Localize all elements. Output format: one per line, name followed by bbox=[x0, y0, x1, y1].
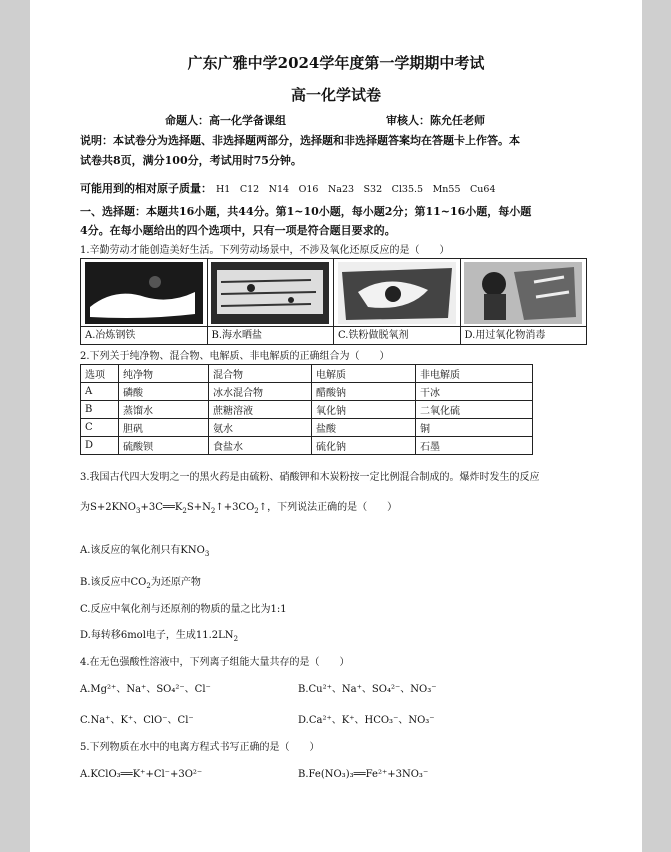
q1-option-c-cell bbox=[334, 259, 461, 345]
q1-option-d-label: D.用过氧化物消毒 bbox=[461, 326, 587, 344]
q1-option-a-label: A.冶炼钢铁 bbox=[81, 326, 207, 344]
q3-option-b-text: 为还原产物 bbox=[150, 577, 201, 588]
q4-option-b: B.Cu²⁺、Na⁺、SO₄²⁻、NO₃⁻ bbox=[298, 684, 437, 695]
q5-option-b: B.Fe(NO₃)₃══Fe²⁺+3NO₃⁻ bbox=[298, 769, 429, 780]
steel-smelting-photo bbox=[85, 262, 203, 324]
atomic-masses bbox=[80, 177, 496, 196]
table-cell: 胆矾 bbox=[119, 419, 209, 437]
q2-header-cell: 选项 bbox=[81, 365, 119, 383]
table-cell: 氨水 bbox=[209, 419, 312, 437]
q1-image-table bbox=[80, 258, 587, 345]
exam-title: 广东广雅中学2024学年度第一学期期中考试 bbox=[187, 54, 485, 72]
table-row bbox=[81, 419, 533, 437]
peroxide-disinfection-photo bbox=[464, 262, 582, 324]
table-cell: D bbox=[81, 437, 119, 455]
subscript: 2 bbox=[146, 582, 151, 590]
instructions-line-2: 试卷共8页，满分100分，考试用时75分钟。 bbox=[80, 154, 302, 167]
table-cell: 食盐水 bbox=[209, 437, 312, 455]
table-cell: 干冰 bbox=[416, 383, 533, 401]
q1-option-b-label: B.海水晒盐 bbox=[208, 326, 334, 344]
subscript: 2 bbox=[210, 507, 216, 515]
q3-option-b bbox=[80, 573, 201, 590]
q5-option-a: A.KClO₃══K⁺+Cl⁻+3O²⁻ bbox=[80, 769, 203, 780]
q2-header-cell: 电解质 bbox=[312, 365, 416, 383]
table-cell: A bbox=[81, 383, 119, 401]
table-row bbox=[81, 383, 533, 401]
table-cell: 硫酸钡 bbox=[119, 437, 209, 455]
q3-option-d-text: D.每转移6mol电子，生成11.2LN bbox=[80, 630, 234, 641]
table-cell: 蒸馏水 bbox=[119, 401, 209, 419]
q3-option-c: C.反应中氧化剂与还原剂的物质的量之比为1:1 bbox=[80, 604, 287, 615]
table-cell: 硫化钠 bbox=[312, 437, 416, 455]
q3-eq-part: 为S+2KNO bbox=[80, 502, 137, 513]
exam-subtitle: 高一化学试卷 bbox=[290, 86, 381, 104]
subscript: 2 bbox=[182, 507, 187, 515]
table-cell: 磷酸 bbox=[119, 383, 209, 401]
q3-eq-part: +3C══K bbox=[140, 502, 183, 513]
q2-header-cell: 混合物 bbox=[209, 365, 312, 383]
table-cell: 氧化钠 bbox=[312, 401, 416, 419]
q3-option-b-text: B.该反应中CO bbox=[80, 577, 147, 588]
q2-stem: 2.下列关于纯净物、混合物、电解质、非电解质的正确组合为（ ） bbox=[80, 351, 390, 362]
q4-option-a: A.Mg²⁺、Na⁺、SO₄²⁻、Cl⁻ bbox=[80, 684, 211, 695]
q3-eq-part: S+N bbox=[186, 502, 211, 513]
setter-line: 命题人：高一化学备课组 bbox=[165, 114, 286, 127]
reviewer-line: 审核人：陈允任老师 bbox=[386, 114, 485, 127]
table-row bbox=[81, 437, 533, 455]
table-cell: C bbox=[81, 419, 119, 437]
q1-option-a-cell bbox=[81, 259, 208, 345]
q2-header-cell: 纯净物 bbox=[119, 365, 209, 383]
table-cell: 盐酸 bbox=[312, 419, 416, 437]
q1-option-c-label: C.铁粉做脱氧剂 bbox=[334, 326, 460, 344]
q3-option-a-text: A.该反应的氧化剂只有KNO bbox=[80, 545, 205, 556]
q1-stem: 1.辛勤劳动才能创造美好生活。下列劳动场景中，不涉及氧化还原反应的是（ ） bbox=[80, 245, 450, 256]
subscript: 3 bbox=[136, 507, 141, 515]
section-1-line-2: 4分。在每小题给出的四个选项中，只有一项是符合题目要求的。 bbox=[80, 224, 396, 237]
q3-stem: 3.我国古代四大发明之一的黑火药是由硫粉、硝酸钾和木炭粉按一定比例混合制成的。爆炸时发生的反应 bbox=[80, 472, 540, 483]
table-row bbox=[81, 401, 533, 419]
q3-option-d bbox=[80, 626, 238, 643]
q2-table bbox=[80, 364, 533, 455]
instructions-line-1: 说明：本试卷分为选择题、非选择题两部分，选择题和非选择题答案均在答题卡上作答。本 bbox=[80, 134, 520, 147]
q2-header-cell: 非电解质 bbox=[416, 365, 533, 383]
table-cell: B bbox=[81, 401, 119, 419]
q3-equation bbox=[80, 498, 397, 515]
q4-option-c: C.Na⁺、K⁺、ClO⁻、Cl⁻ bbox=[80, 715, 194, 726]
q2-header-row bbox=[81, 365, 533, 383]
q4-option-d: D.Ca²⁺、K⁺、HCO₃⁻、NO₃⁻ bbox=[298, 715, 435, 726]
iron-powder-deoxidizer-photo bbox=[338, 262, 456, 324]
exam-page bbox=[30, 0, 642, 852]
q1-option-b-cell bbox=[207, 259, 334, 345]
table-cell: 蔗糖溶液 bbox=[209, 401, 312, 419]
q3-eq-part: ↑+3CO bbox=[215, 502, 255, 513]
q4-stem: 4.在无色强酸性溶液中，下列离子组能大量共存的是（ ） bbox=[80, 657, 350, 668]
q5-stem: 5.下列物质在水中的电离方程式书写正确的是（ ） bbox=[80, 742, 320, 753]
q1-option-d-cell bbox=[460, 259, 587, 345]
table-cell: 二氧化硫 bbox=[416, 401, 533, 419]
table-cell: 冰水混合物 bbox=[209, 383, 312, 401]
subscript: 3 bbox=[204, 550, 210, 558]
atomic-masses-label: 可能用到的相对原子质量： bbox=[80, 182, 212, 195]
subscript: 2 bbox=[233, 635, 239, 643]
sea-salt-drying-photo bbox=[211, 262, 329, 324]
q3-eq-part: ↑，下列说法正确的是（ ） bbox=[258, 502, 398, 513]
section-1-line-1: 一、选择题：本题共16小题，共44分。第1~10小题，每小题2分；第11~16小题，每小题 bbox=[80, 205, 532, 218]
table-cell: 醋酸钠 bbox=[312, 383, 416, 401]
table-cell: 铜 bbox=[416, 419, 533, 437]
table-cell: 石墨 bbox=[416, 437, 533, 455]
subscript: 2 bbox=[254, 507, 259, 515]
q3-option-a bbox=[80, 541, 209, 558]
atomic-masses-values: H1 C12 N14 O16 Na23 S32 Cl35.5 Mn55 Cu64 bbox=[216, 184, 496, 195]
